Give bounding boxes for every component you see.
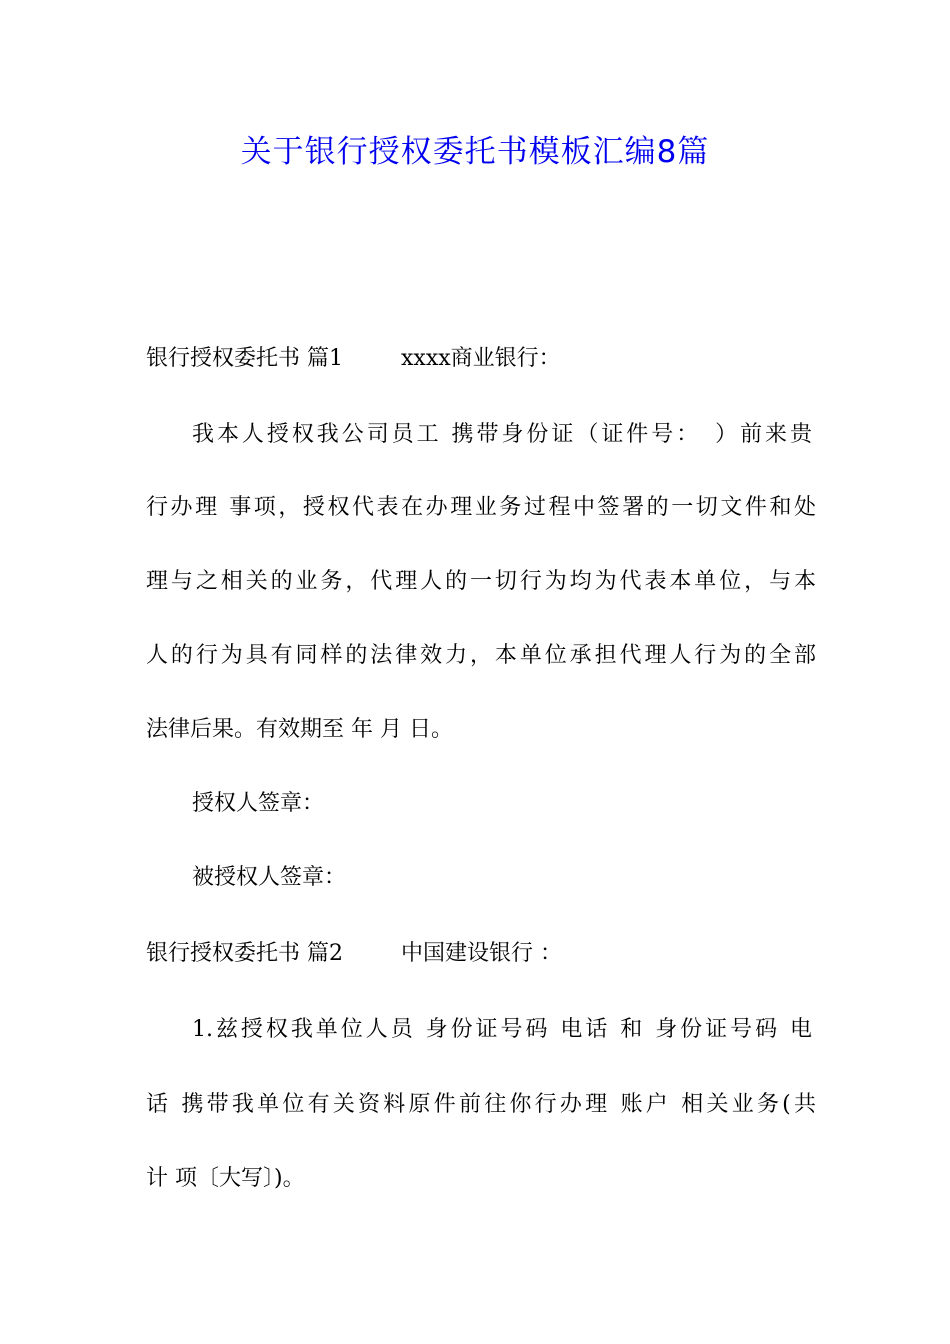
paragraph-line: 行办理 事项，授权代表在办理业务过程中签署的一切文件和处 — [146, 495, 816, 520]
paragraph-line: 理与之相关的业务，代理人的一切行为均为代表本单位，与本 — [146, 569, 816, 594]
paragraph-line: 法律后果。有效期至 年 月 日。 — [146, 717, 453, 742]
paragraph-line: 我本人授权我公司员工 携带身份证（证件号： ）前来贵 — [192, 422, 812, 447]
paragraph-line: 人的行为具有同样的法律效力，本单位承担代理人行为的全部 — [146, 643, 816, 668]
addressee-2: 中国建设银行 ： — [401, 941, 562, 966]
document-title: 关于银行授权委托书模板汇编8篇 — [240, 134, 710, 170]
paragraph-line: 计 项〔大写〕)。 — [146, 1166, 305, 1191]
paragraph-line: 话 携带我单位有关资料原件前往你行办理 账户 相关业务(共 — [146, 1092, 816, 1117]
signature-line-authorized: 被授权人签章： — [192, 865, 347, 890]
section-label-2: 银行授权委托书 篇2 — [146, 941, 343, 966]
signature-line-authorizer: 授权人签章： — [192, 791, 325, 816]
addressee-1: xxxx商业银行： — [401, 346, 561, 371]
paragraph-line: 1.兹授权我单位人员 身份证号码 电话 和 身份证号码 电 — [192, 1017, 812, 1042]
section-heading-2 — [146, 938, 816, 970]
section-heading-1 — [146, 343, 816, 375]
section-label-1: 银行授权委托书 篇1 — [146, 346, 343, 371]
